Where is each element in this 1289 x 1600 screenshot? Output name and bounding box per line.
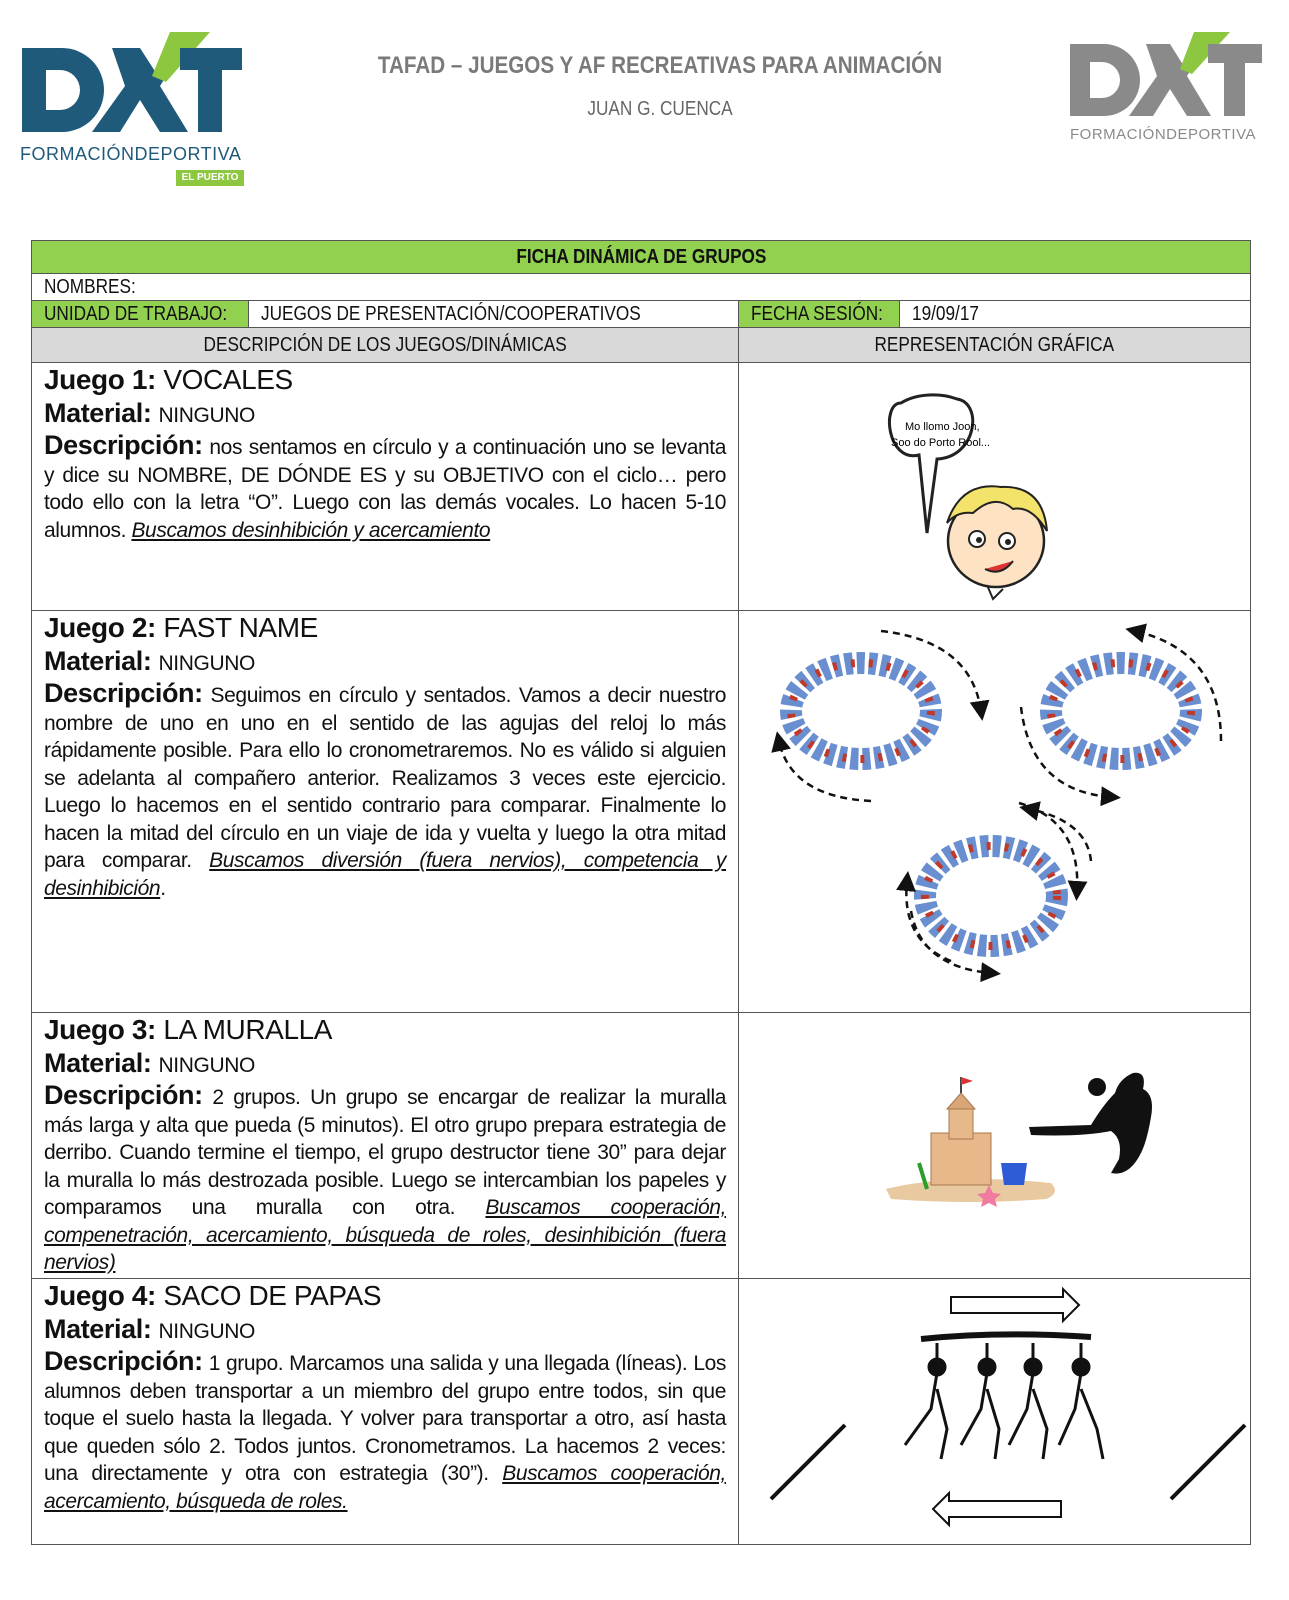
speech-line-2: Soo do Porto Rool... [891,437,991,449]
child-face-icon [947,486,1047,599]
game-title [44,1013,726,1047]
unit-label: UNIDAD DE TRABAJO: [44,303,228,325]
game-material [44,645,726,680]
col-header-graphic [739,328,1251,363]
game-name: SACO DE PAPAS [163,1280,382,1311]
col-header-description [32,328,739,363]
logo-right-subtitle: FORMACIÓNDEPORTIVA [1070,126,1256,143]
names-cell [32,274,1251,301]
game-description [44,1082,726,1277]
game-row [32,611,1251,1013]
material-value: NINGUNO [158,404,255,427]
circle-group-half [906,803,1091,973]
description-text: nos sentamos en círculo y a continuación uno se levanta y dice su NOMBRE, DE DÓNDE ES y su OBJETIVO con el ciclo… pero todo ello con la letra “O”. Luego con las demás vocales. Lo hacen 5-10 alumnos. [44,436,727,542]
material-value: NINGUNO [158,652,255,675]
description-text: 1 grupo. Marcamos una salida y una llegada (líneas). Los alumnos deben transportar a un miembro del grupo entre todos, sin que toque el suelo hasta la llegada. Y volver para transportar a otro, así hasta que queden sólo 2. Todos juntos. Cronometramos. La hacemos 2 veces: una directamente y otra con estrategia (30”). [44,1352,726,1485]
col-header-description-label: DESCRIPCIÓN DE LOS JUEGOS/DINÁMICAS [203,334,567,356]
game-description-cell [32,611,739,1013]
goal-text: Buscamos cooperación, acercamiento, búsqueda de roles. [44,1462,726,1513]
logo-left-tag: EL PUERTO [176,170,244,186]
speech-line-1: Mo llomo Joon, [905,421,980,433]
description-text: Seguimos en círculo y sentados. Vamos a decir nuestro nombre de uno en uno en el sentido de las agujas del reloj lo más rápidamente posible. Para ello lo cronometraremos. No es válido si alguien se adelanta al compañero anterior. Realizamos 3 veces este ejercicio. Luego lo hacemos en el sentido contrario para comparar. Finalmente lo hacen la mitad del círculo en un viaje de ida y vuelta y luego la otra mitad para comparar. [44,684,726,872]
finish-line [1171,1425,1245,1499]
col-header-graphic-label: REPRESENTACIÓN GRÁFICA [874,334,1115,356]
game-graphic-cell [739,363,1251,611]
game-number: Juego 3: [44,1014,156,1045]
goal-text: Buscamos desinhibición y acercamiento [131,518,491,542]
game-title [44,611,726,645]
seated-circles-illustration [751,611,1251,991]
carrying-group-icon [905,1334,1103,1459]
material-value: NINGUNO [158,1320,255,1343]
game-description-cell [32,1279,739,1545]
material-label: Material: [44,646,152,676]
description-label: Descripción: [44,1080,203,1110]
game-number: Juego 2: [44,612,156,643]
description-label: Descripción: [44,430,203,460]
game-number: Juego 4: [44,1280,156,1311]
unit-label-cell [32,301,249,328]
game-title [44,363,726,397]
game-description [44,432,726,544]
game-row [32,1013,1251,1279]
date-label-cell [739,301,900,328]
carry-teammate-illustration [751,1279,1251,1541]
material-label: Material: [44,1314,152,1344]
description-label: Descripción: [44,678,203,708]
game-description-cell [32,1013,739,1279]
document-title: TAFAD – JUEGOS Y AF RECREATIVAS PARA ANIMACIÓN [377,52,943,79]
game-graphic-cell [739,1013,1251,1279]
circle-group-counterclockwise [1021,631,1221,797]
material-value: NINGUNO [158,1054,255,1077]
goal-suffix: . [160,876,166,900]
game-graphic-cell [739,611,1251,1013]
date-value-cell [900,301,1251,328]
game-description-cell [32,363,739,611]
kicking-silhouette-icon [1029,1073,1152,1174]
arrow-right-icon [951,1289,1079,1321]
names-label: NOMBRES: [44,276,136,298]
game-number: Juego 1: [44,364,156,395]
game-graphic-cell [739,1279,1251,1545]
document-author: JUAN G. CUENCA [587,98,733,120]
sheet-title: FICHA DINÁMICA DE GRUPOS [515,246,767,268]
logo-dxt [1068,28,1268,148]
game-material [44,1313,726,1348]
game-row [32,363,1251,611]
game-title [44,1279,726,1313]
unit-value: JUEGOS DE PRESENTACIÓN/COOPERATIVOS [261,303,641,325]
circle-group-clockwise [779,631,981,801]
arrow-left-icon [933,1493,1061,1525]
description-label: Descripción: [44,1346,203,1376]
logo-dxt-el-puerto [20,28,250,188]
goal-text: Buscamos cooperación, compenetración, acercamiento, búsqueda de roles, desinhibición (fuera nervios) [44,1196,726,1274]
sheet-title-cell [32,241,1251,274]
speaking-child-illustration [751,363,1251,603]
sandcastle-kick-illustration [751,1013,1251,1273]
unit-value-cell [249,301,739,328]
game-name: VOCALES [163,364,293,395]
material-label: Material: [44,398,152,428]
game-description [44,680,726,902]
logo-left-subtitle: FORMACIÓNDEPORTIVA [20,144,242,164]
game-material [44,397,726,432]
dxt-logo-mark-gray [1068,28,1268,124]
goal-text: Buscamos diversión (fuera nervios), competencia y desinhibición [44,849,726,900]
sandcastle-icon [886,1077,1055,1207]
group-dynamics-sheet [31,240,1251,1545]
date-value: 19/09/17 [912,303,979,325]
game-name: FAST NAME [163,612,318,643]
game-row [32,1279,1251,1545]
description-text: 2 grupos. Un grupo se encargar de realizar la muralla más larga y alta que pueda (5 minutos). El otro grupo prepara estrategia de derribo. Cuando termine el tiempo, el grupo destructor tiene 30” para dejar la muralla lo más destrozada posible. Luego se intercambian los papeles y comparamos una muralla con otra. [44,1086,726,1219]
material-label: Material: [44,1048,152,1078]
game-name: LA MURALLA [163,1014,333,1045]
start-line [771,1425,845,1499]
game-material [44,1047,726,1082]
game-description [44,1348,726,1515]
date-label: FECHA SESIÓN: [751,303,883,325]
